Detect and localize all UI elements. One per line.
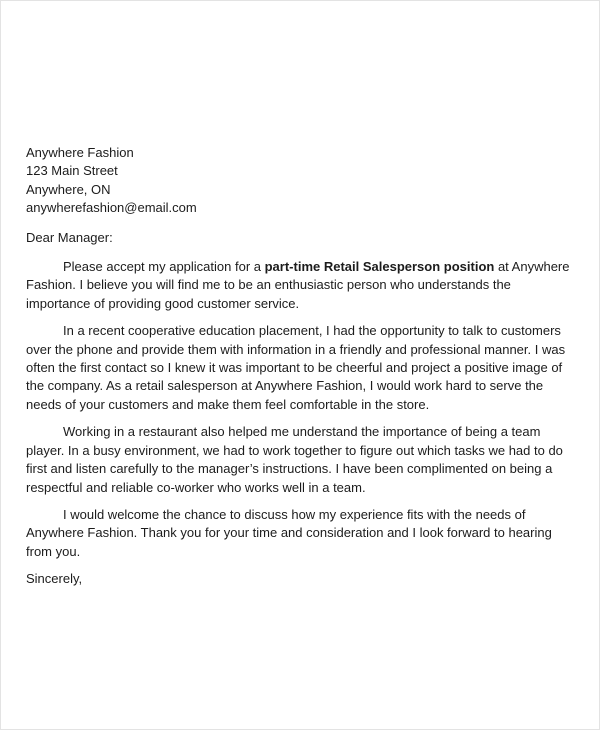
paragraph-application (26, 258, 577, 313)
sender-company: Anywhere Fashion (26, 145, 134, 160)
paragraph-coop-experience: In a recent cooperative education placement, I had the opportunity to talk to customers over the phone and provide them with information in a friendly and professional manner. I was often the first contact so I knew it was important to be cheerful and project a positive image of the company. As a retail salesperson at Anywhere Fashion, I would work hard to serve the needs of your customers and make them feel comfortable in the store. (26, 323, 566, 412)
closing-sincerely: Sincerely, (26, 571, 83, 587)
salutation: Dear Manager: (26, 229, 113, 245)
paragraph-application-after-bold: at Anywhere Fashion. I believe you will find me to be an enthusiastic person who understands the importance of providing good customer service. (26, 259, 570, 311)
paragraph-restaurant-teamwork: Working in a restaurant also helped me understand the importance of being a team player. In a busy environment, we had to work together to figure out which tasks we had to do first and listen carefully to the manager’s instructions. I have been complimented on being a respectful and reliable co-worker who works well in a team. (26, 424, 563, 495)
sender-city-province: Anywhere, ON (26, 181, 111, 197)
paragraph-closing-request: I would welcome the chance to discuss how my experience fits with the needs of Anywhere Fashion. Thank you for your time and consideration and I look forward to hearing from you. (26, 506, 552, 559)
sender-address-block (26, 144, 577, 218)
sender-street: 123 Main Street (26, 163, 118, 179)
sender-email: anywherefashion@email.com (26, 200, 197, 216)
position-title-bold: part-time Retail Salesperson position (264, 259, 495, 275)
paragraph-application-before-bold: Please accept my application for a (63, 259, 265, 275)
